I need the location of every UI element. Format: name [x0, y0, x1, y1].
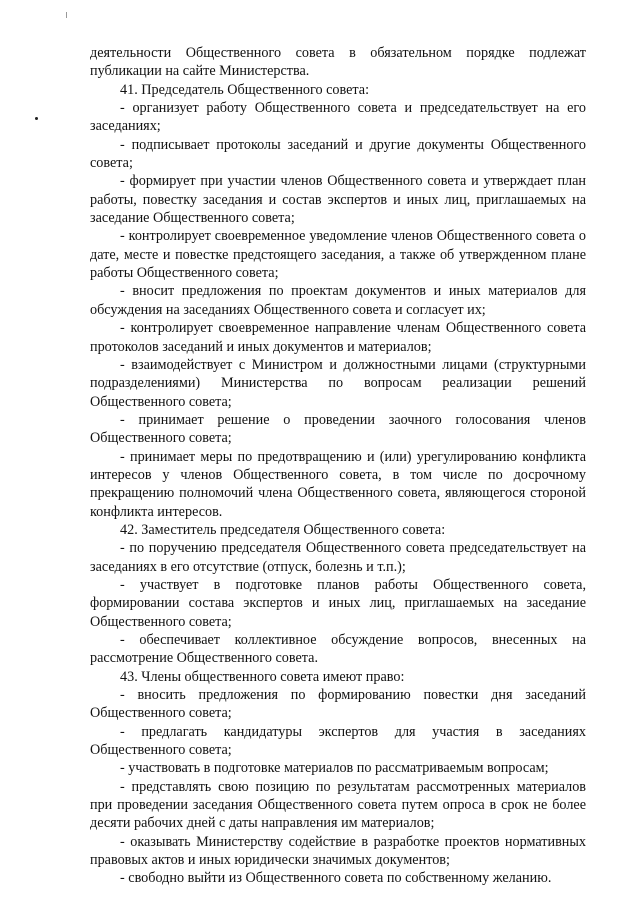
scan-mark	[66, 12, 67, 18]
document-page	[90, 44, 586, 888]
paragraph: - представлять свою позицию по результатам рассмотренных материалов при проведении заседания Общественного совета путем опроса в срок не более десяти рабочих дней с даты направления им материалов;	[90, 778, 586, 832]
paragraph: - обеспечивает коллективное обсуждение вопросов, внесенных на рассмотрение Общественного совета.	[90, 632, 586, 667]
paragraph: - предлагать кандидатуры экспертов для участия в заседаниях Общественного совета;	[90, 723, 586, 759]
paragraph: - контролирует своевременное направление членам Общественного совета протоколов заседаний и иных документов и материалов;	[90, 320, 586, 355]
paragraph: - организует работу Общественного совета и председательствует на его заседаниях;	[90, 100, 586, 135]
paragraph: - свободно выйти из Общественного совета по собственному желанию.	[120, 870, 552, 887]
paragraph: - оказывать Министерству содействие в разработке проектов нормативных правовых актов и иных юридически значимых документов;	[90, 833, 586, 869]
paragraph: 43. Члены общественного совета имеют право:	[120, 668, 405, 685]
paragraph: - участвует в подготовке планов работы Общественного совета, формировании состава экспертов и иных лиц, приглашаемых на заседание Общественного совета;	[90, 576, 586, 630]
paragraph: - участвовать в подготовке материалов по рассматриваемым вопросам;	[120, 760, 549, 777]
paragraph: - контролирует своевременное уведомление членов Общественного совета о дате, месте и повестке предстоящего заседания, а также об утвержденном плане работы Общественного совета;	[90, 228, 586, 282]
paragraph: - взаимодействует с Министром и должностными лицами (структурными подразделениями) Министерства по вопросам реализации решений Общественного совета;	[90, 356, 586, 410]
paragraph: 42. Заместитель председателя Общественного совета:	[120, 521, 446, 538]
paragraph: - принимает меры по предотвращению и (или) урегулированию конфликта интересов у членов Общественного совета, в том числе по досрочному прекращению полномочий члена Общественного совета, являющегося стороной конфликта интересов.	[90, 448, 586, 520]
paragraph: - подписывает протоколы заседаний и другие документы Общественного совета;	[90, 136, 586, 172]
paragraph: - принимает решение о проведении заочного голосования членов Общественного совета;	[90, 411, 586, 447]
paragraph: - формирует при участии членов Общественного совета и утверждает план работы, повестку заседания и состав экспертов и иных лиц, приглашаемых на заседание Общественного совета;	[90, 173, 586, 227]
paragraph: - вносит предложения по проектам документов и иных материалов для обсуждения на заседаниях Общественного совета и согласует их;	[90, 283, 586, 318]
scan-dot	[35, 117, 38, 120]
paragraph: - по поручению председателя Общественного совета председательствует на заседаниях в его отсутствие (отпуск, болезнь и т.п.);	[90, 540, 586, 575]
paragraph: деятельности Общественного совета в обязательном порядке подлежат публикации на сайте Министерства.	[90, 45, 586, 80]
paragraph: - вносить предложения по формированию повестки дня заседаний Общественного совета;	[90, 687, 586, 722]
paragraph: 41. Председатель Общественного совета:	[120, 81, 370, 98]
